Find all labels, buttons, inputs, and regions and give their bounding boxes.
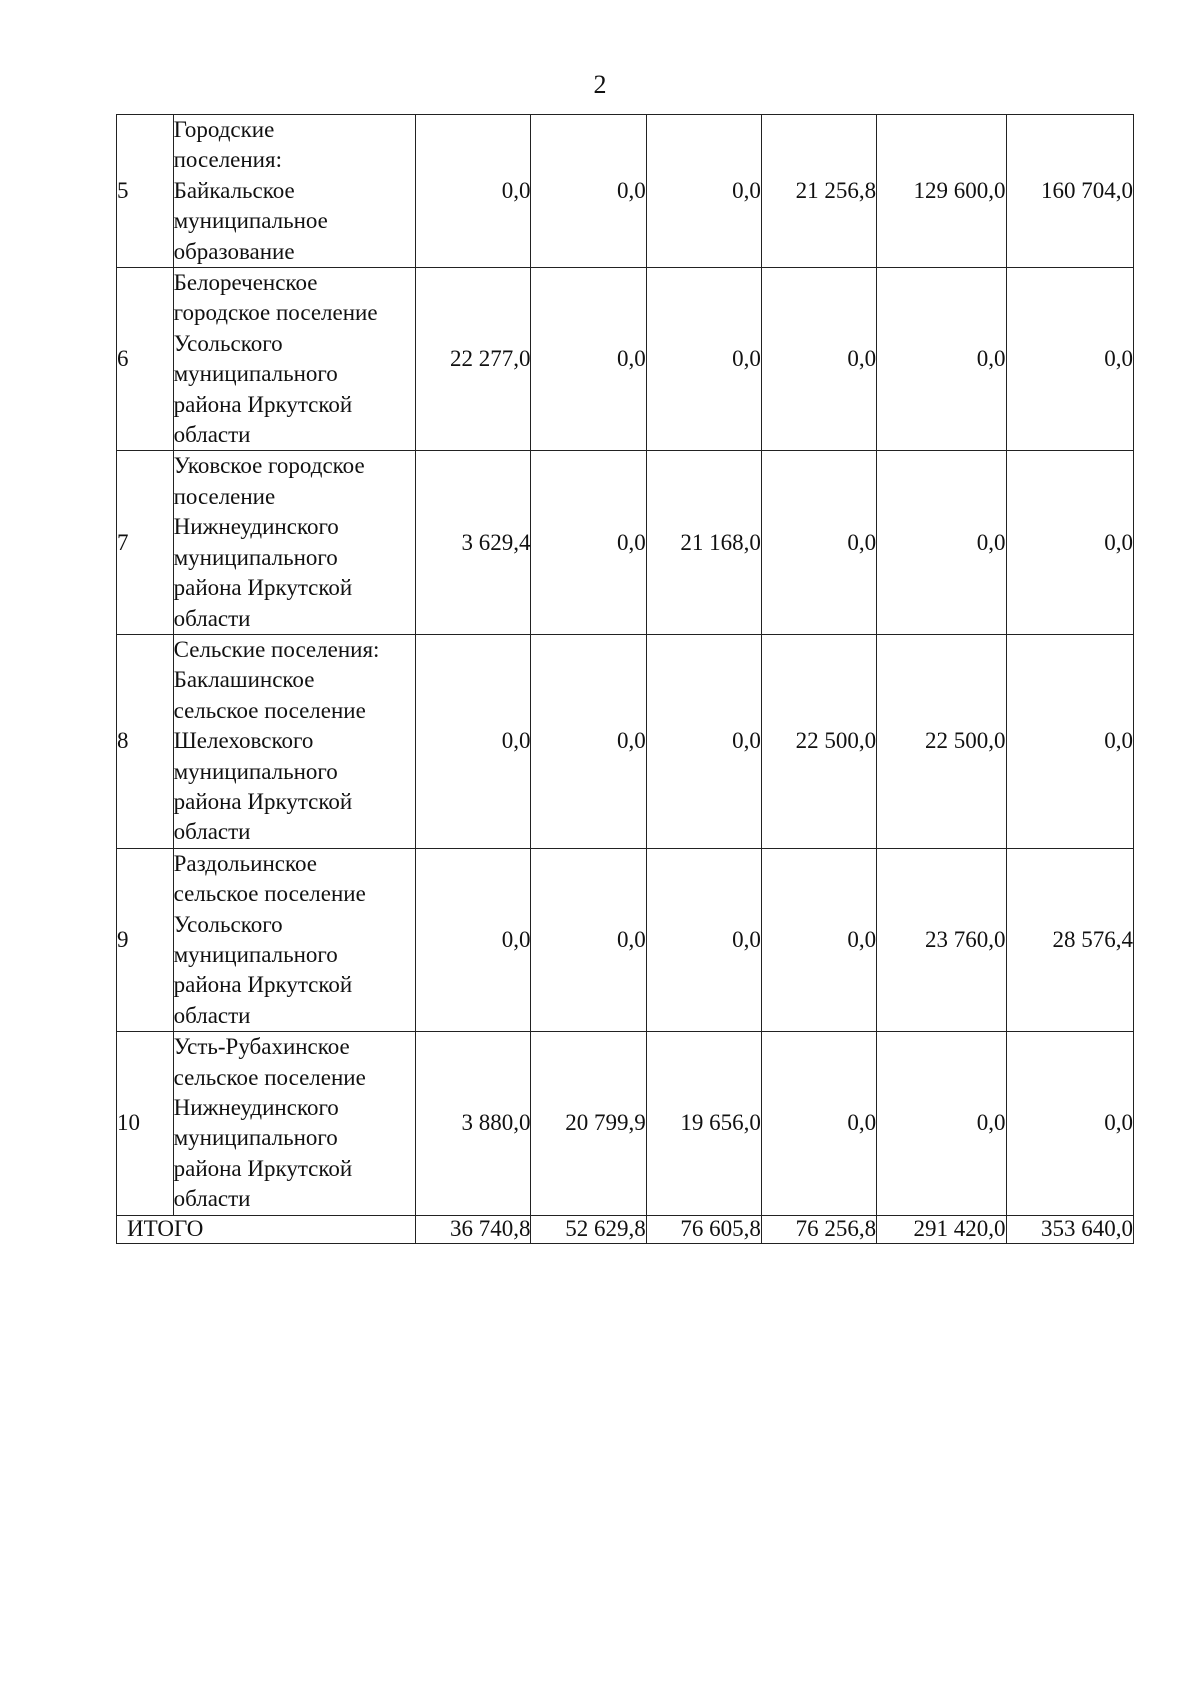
table-row (117, 115, 1134, 268)
amount-cell: 0,0 (416, 848, 531, 1031)
amount-cell: 21 256,8 (761, 115, 876, 268)
amount-cell: 3 880,0 (416, 1032, 531, 1215)
amount-cell: 22 500,0 (761, 634, 876, 848)
municipality-name-line: муниципального (173, 1125, 338, 1151)
total-value: 52 629,8 (531, 1215, 646, 1243)
municipality-name (173, 634, 416, 848)
table-row (117, 634, 1134, 848)
municipality-name-line: Шелеховского (173, 728, 314, 754)
amount-cell: 20 799,9 (531, 1032, 646, 1215)
municipality-name-line: поселения: (173, 147, 282, 173)
municipality-name-line: района Иркутской (173, 972, 353, 998)
table-row (117, 848, 1134, 1031)
table-row (117, 451, 1134, 634)
municipality-name (173, 1032, 416, 1215)
municipality-name-line: области (173, 422, 251, 448)
table-row (117, 1032, 1134, 1215)
amount-cell: 0,0 (646, 634, 761, 848)
amount-cell: 0,0 (531, 268, 646, 451)
total-value: 353 640,0 (1006, 1215, 1133, 1243)
row-number: 9 (117, 848, 174, 1031)
row-number: 6 (117, 268, 174, 451)
amount-cell: 0,0 (646, 848, 761, 1031)
amount-cell: 0,0 (761, 451, 876, 634)
municipality-name-line: муниципального (173, 758, 338, 784)
municipality-name-line: района Иркутской (173, 788, 353, 814)
table-row (117, 268, 1134, 451)
municipality-name-line: муниципальное (173, 208, 328, 234)
total-value: 36 740,8 (416, 1215, 531, 1243)
amount-cell: 23 760,0 (877, 848, 1006, 1031)
municipality-name-line: Раздольинское (173, 850, 317, 876)
amount-cell: 129 600,0 (877, 115, 1006, 268)
amount-cell: 21 168,0 (646, 451, 761, 634)
total-value: 76 256,8 (761, 1215, 876, 1243)
municipality-name-line: Усть-Рубахинское (173, 1034, 350, 1060)
municipality-name-line: поселение (173, 483, 276, 509)
amount-cell: 0,0 (1006, 1032, 1133, 1215)
municipality-name-line: сельское поселение (173, 1064, 366, 1090)
municipality-name-line: области (173, 1186, 251, 1212)
municipality-name-line: района Иркутской (173, 391, 353, 417)
municipality-name-line: Сельские поселения: (173, 636, 380, 662)
amount-cell: 0,0 (416, 115, 531, 268)
amount-cell: 28 576,4 (1006, 848, 1133, 1031)
amount-cell: 0,0 (877, 451, 1006, 634)
municipality-name-line: муниципального (173, 544, 338, 570)
municipality-name-line: сельское поселение (173, 881, 366, 907)
municipality-name (173, 115, 416, 268)
municipality-name-line: области (173, 819, 251, 845)
municipality-name-line: района Иркутской (173, 575, 353, 601)
municipality-name-line: района Иркутской (173, 1155, 353, 1181)
amount-cell: 0,0 (877, 1032, 1006, 1215)
amount-cell: 0,0 (761, 1032, 876, 1215)
municipality-name-line: муниципального (173, 361, 338, 387)
amount-cell: 0,0 (646, 268, 761, 451)
total-value: 291 420,0 (877, 1215, 1006, 1243)
municipality-name-line: Нижнеудинского (173, 514, 339, 540)
amount-cell: 0,0 (761, 268, 876, 451)
amount-cell: 0,0 (531, 115, 646, 268)
amount-cell: 0,0 (531, 634, 646, 848)
municipality-name-line: Белореченское (173, 270, 318, 296)
municipality-name-line: Баклашинское (173, 667, 315, 693)
municipality-name-line: области (173, 605, 251, 631)
amount-cell: 0,0 (1006, 451, 1133, 634)
municipality-name-line: Усольского (173, 330, 283, 356)
municipality-name-line: Городские (173, 117, 275, 142)
amount-cell: 0,0 (416, 634, 531, 848)
amount-cell: 22 277,0 (416, 268, 531, 451)
amount-cell: 0,0 (531, 848, 646, 1031)
municipality-name-line: области (173, 1002, 251, 1028)
amount-cell: 3 629,4 (416, 451, 531, 634)
row-number: 5 (117, 115, 174, 268)
municipality-name-line: городское поселение (173, 300, 378, 326)
amount-cell: 0,0 (1006, 268, 1133, 451)
table-body (117, 115, 1134, 1216)
amount-cell: 0,0 (877, 268, 1006, 451)
amount-cell: 0,0 (646, 115, 761, 268)
amount-cell: 19 656,0 (646, 1032, 761, 1215)
budget-table (116, 114, 1134, 1244)
page-number: 2 (593, 70, 607, 99)
municipality-name-line: муниципального (173, 941, 338, 967)
municipality-name (173, 848, 416, 1031)
municipality-name-line: сельское поселение (173, 697, 366, 723)
municipality-name-line: Нижнеудинского (173, 1095, 339, 1120)
row-number: 8 (117, 634, 174, 848)
municipality-name-line: Уковское городское (173, 453, 365, 479)
row-number: 7 (117, 451, 174, 634)
municipality-name-line: Усольского (173, 911, 283, 937)
amount-cell: 0,0 (761, 848, 876, 1031)
municipality-name (173, 451, 416, 634)
municipality-name-line: образование (173, 238, 295, 264)
total-value: 76 605,8 (646, 1215, 761, 1243)
municipality-name (173, 268, 416, 451)
total-label: ИТОГО (117, 1215, 416, 1243)
total-row (117, 1215, 1134, 1243)
municipality-name-line: Байкальское (173, 177, 295, 203)
amount-cell: 0,0 (531, 451, 646, 634)
amount-cell: 22 500,0 (877, 634, 1006, 848)
amount-cell: 0,0 (1006, 634, 1133, 848)
amount-cell: 160 704,0 (1006, 115, 1133, 268)
row-number: 10 (117, 1032, 174, 1215)
